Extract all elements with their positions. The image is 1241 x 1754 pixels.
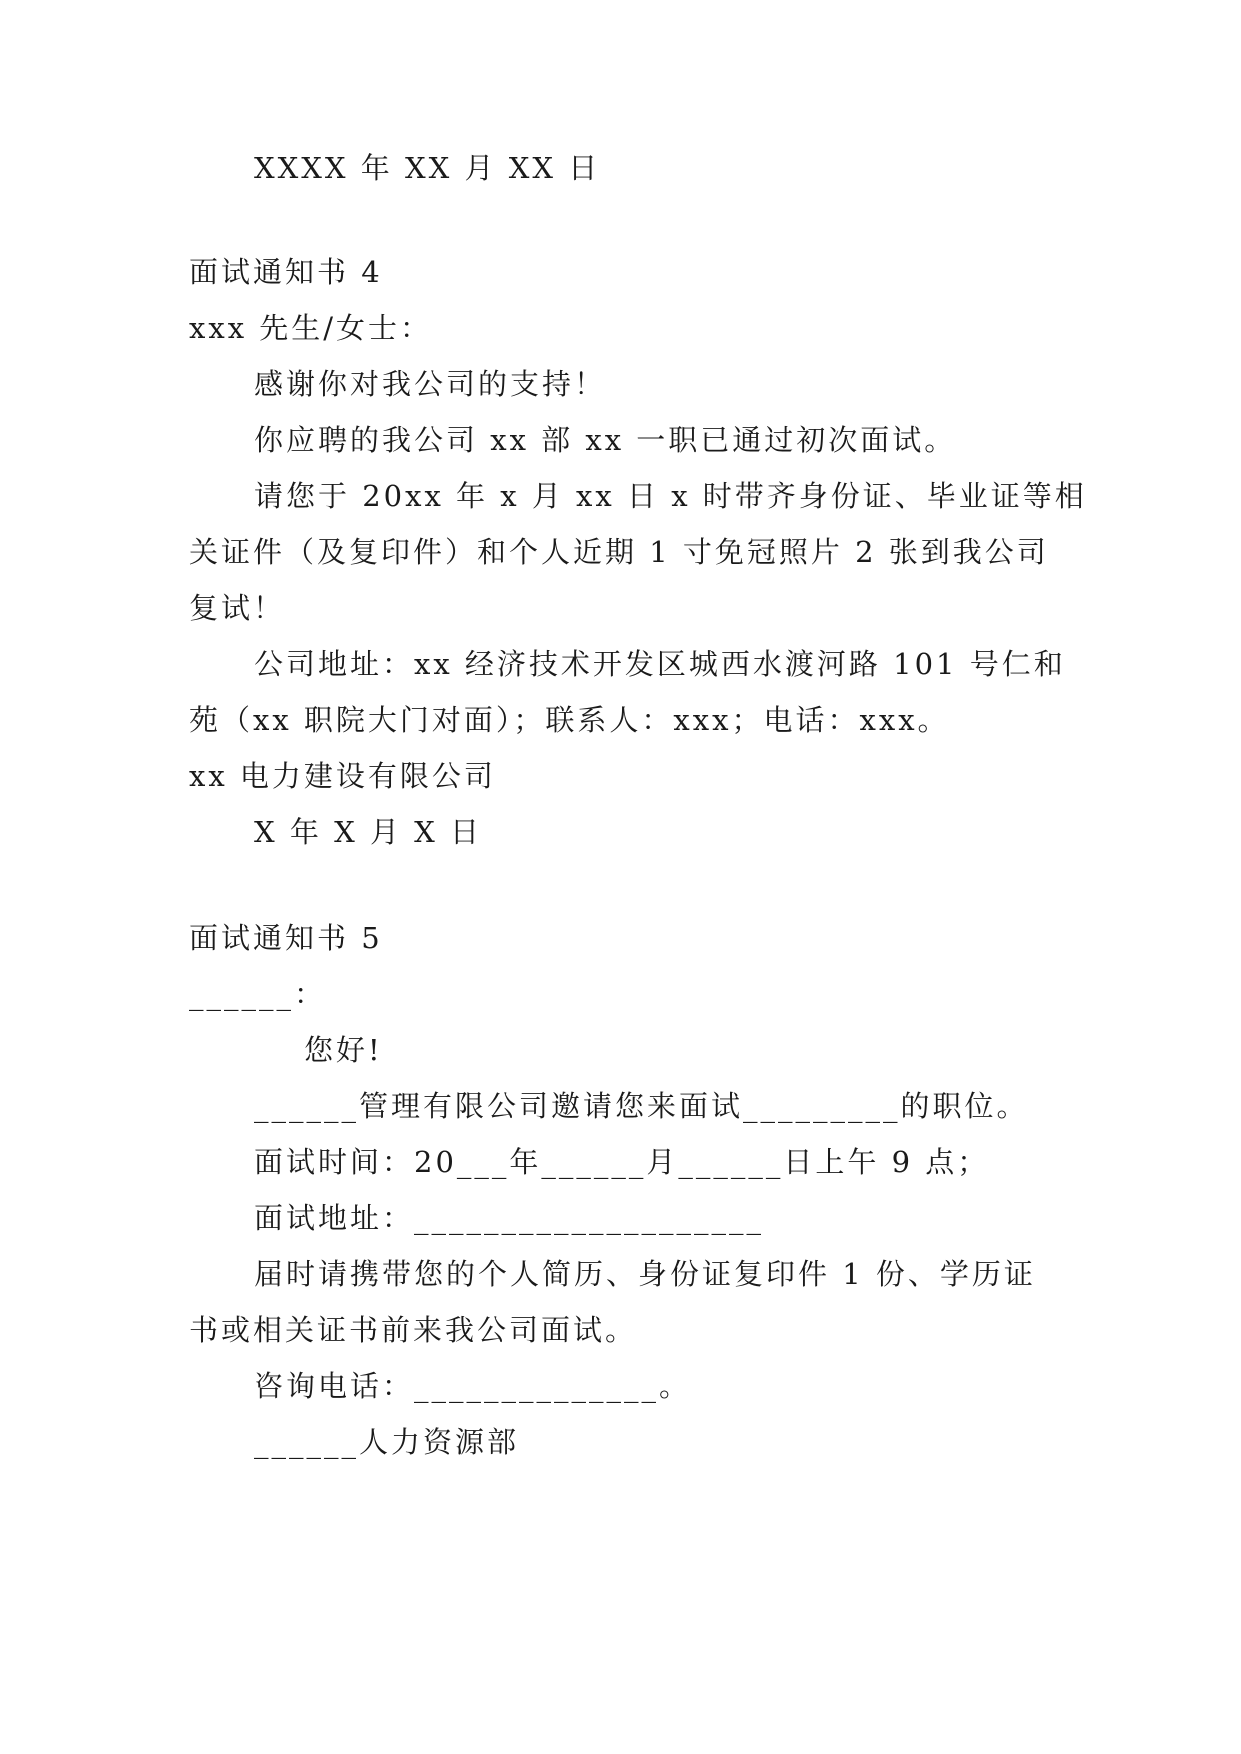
letter5-invite: ______管理有限公司邀请您来面试_________的职位。 <box>254 1089 1029 1123</box>
letter4-request-line2: 关证件（及复印件）和个人近期 1 寸免冠照片 2 张到我公司 <box>189 535 1049 569</box>
letter4-address-line2: 苑（xx 职院大门对面）；联系人：xxx；电话：xxx。 <box>189 703 950 737</box>
letter4-title: 面试通知书 4 <box>189 255 383 289</box>
letter5-bring-line2: 书或相关证书前来我公司面试。 <box>189 1313 638 1347</box>
letter5-title: 面试通知书 5 <box>189 921 383 955</box>
letter4-company: xx 电力建设有限公司 <box>189 759 496 793</box>
letter5-phone: 咨询电话：______________。 <box>254 1369 692 1403</box>
letter4-thanks: 感谢你对我公司的支持！ <box>254 367 607 401</box>
letter5-location: 面试地址：____________________ <box>254 1201 765 1235</box>
letter5-department: ______人力资源部 <box>254 1425 520 1459</box>
letter4-request-line1: 请您于 20xx 年 x 月 xx 日 x 时带齐身份证、毕业证等相 <box>254 479 1087 513</box>
letter5-bring-line1: 届时请携带您的个人简历、身份证复印件 1 份、学历证 <box>254 1257 1036 1291</box>
letter4-request-line3: 复试！ <box>189 591 286 625</box>
letter4-address-line1: 公司地址：xx 经济技术开发区城西水渡河路 101 号仁和 <box>254 647 1066 681</box>
letter4-salutation: xxx 先生/女士： <box>189 311 433 345</box>
letter5-greeting: 您好! <box>304 1033 383 1067</box>
letter5-salutation: ______： <box>189 977 327 1011</box>
letter5-time: 面试时间：20___年______月______日上午 9 点； <box>254 1145 990 1179</box>
top-date: XXXX 年 XX 月 XX 日 <box>254 151 601 185</box>
letter4-passed: 你应聘的我公司 xx 部 xx 一职已通过初次面试。 <box>254 423 957 457</box>
letter4-date: X 年 X 月 X 日 <box>254 815 483 849</box>
